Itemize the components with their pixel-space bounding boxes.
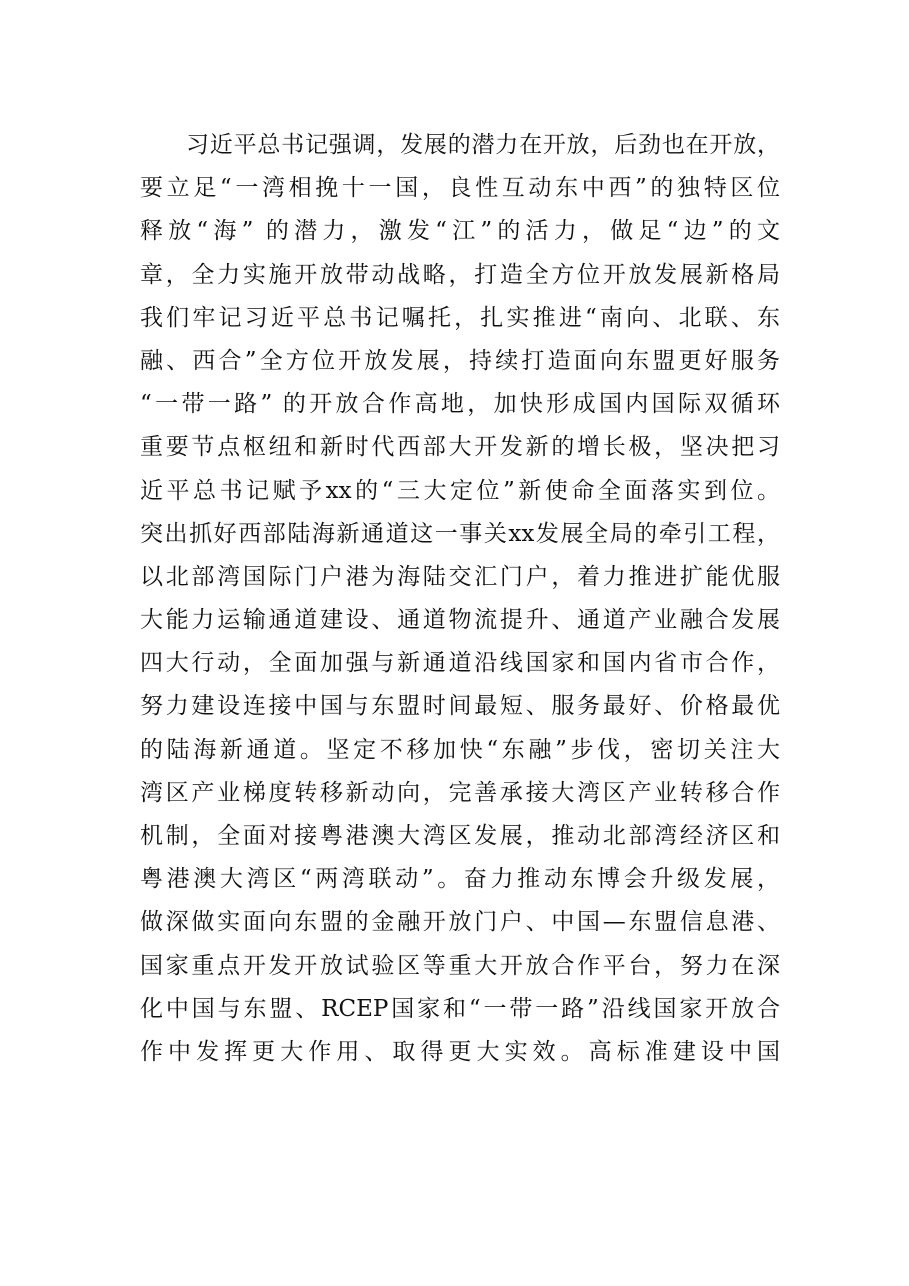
text-line: 融、西合”全方位开放发展，持续打造面向东盟更好服务 [140, 347, 780, 374]
text-line: 粤港澳大湾区“两湾联动”。奋力推动东博会升级发展， [140, 866, 780, 893]
text-line: 努力建设连接中国与东盟时间最短、服务最好、价格最优 [140, 693, 780, 720]
text-line: 做深做实面向东盟的金融开放门户、中国—东盟信息港、 [140, 909, 780, 936]
text-line: 重要节点枢纽和新时代西部大开发新的增长极，坚决把习 [140, 434, 780, 461]
text-line: 湾区产业梯度转移新动向，完善承接大湾区产业转移合作 [140, 779, 780, 806]
text-line: 突出抓好西部陆海新通道这一事关xx发展全局的牵引工程， [140, 520, 780, 547]
text-line: “一带一路” 的开放合作高地，加快形成国内国际双循环 [140, 391, 780, 418]
text-line: 我们牢记习近平总书记嘱托，扎实推进“南向、北联、东 [140, 304, 780, 331]
text-line: 四大行动，全面加强与新通道沿线国家和国内省市合作， [140, 650, 780, 677]
text-line: 机制，全面对接粤港澳大湾区发展，推动北部湾经济区和 [140, 823, 780, 849]
text-line: 以北部湾国际门户港为海陆交汇门户，着力推进扩能优服 [140, 563, 780, 590]
text-line: 国家重点开发开放试验区等重大开放合作平台，努力在深 [140, 952, 780, 979]
text-line: 近平总书记赋予xx的“三大定位”新使命全面落实到位。 [140, 477, 780, 504]
text-line: 释放“海” 的潜力，激发“江”的活力，做足“边”的文 [140, 218, 780, 245]
text-line: 要立足“一湾相挽十一国，良性互动东中西”的独特区位 [140, 175, 780, 202]
text-line: 作中发挥更大作用、取得更大实效。高标准建设中国 [140, 1038, 780, 1065]
text-line: 的陆海新通道。坚定不移加快“东融”步伐，密切关注大 [140, 736, 780, 763]
text-line: 化中国与东盟、RCEP国家和“一带一路”沿线国家开放合 [140, 995, 780, 1022]
text-line: 章，全力实施开放带动战略，打造全方位开放发展新格局 [140, 261, 780, 288]
text-line: 习近平总书记强调，发展的潜力在开放，后劲也在开放， [186, 132, 780, 158]
body-text [140, 124, 780, 1074]
text-line: 大能力运输通道建设、通道物流提升、通道产业融合发展 [140, 607, 780, 634]
